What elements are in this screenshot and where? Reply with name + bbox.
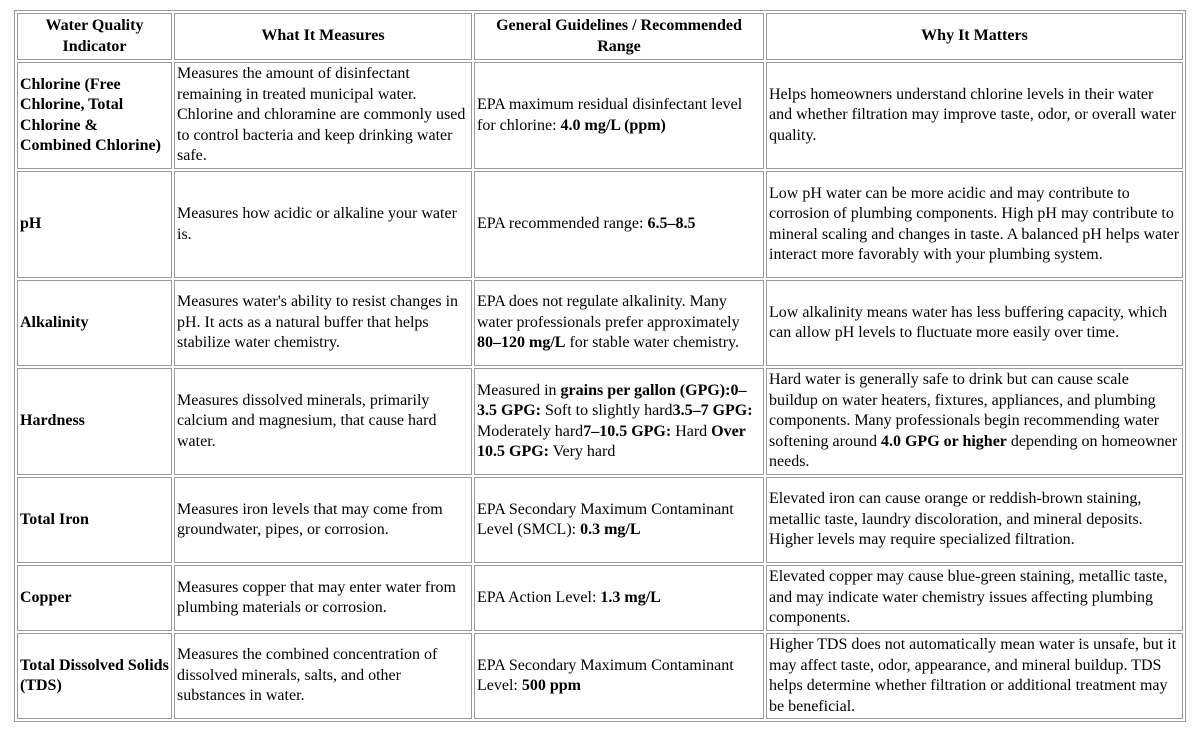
header-why: Why It Matters [766, 13, 1183, 60]
guideline-label-very-hard: Very hard [549, 443, 616, 460]
indicator-cell: Chlorine (Free Chlorine, Total Chlorine & Combined Chlorine) [17, 62, 172, 169]
why-highlight: 4.0 GPG or higher [880, 432, 1007, 450]
measures-cell: Measures how acidic or alkaline your water is. [174, 171, 472, 278]
guidelines-cell [474, 62, 764, 169]
indicator-cell: Alkalinity [17, 280, 172, 366]
indicator-cell: pH [17, 171, 172, 278]
table-row [17, 368, 1183, 475]
table-row [17, 565, 1183, 631]
indicator-cell: Copper [17, 565, 172, 631]
table-row [17, 171, 1183, 278]
header-row [17, 13, 1183, 60]
table-body [17, 62, 1183, 719]
guideline-value: 6.5–8.5 [647, 215, 696, 233]
guideline-text: EPA maximum residual disinfectant level for chlorine: [477, 96, 743, 134]
header-guidelines: General Guidelines / Recommended Range [474, 13, 764, 60]
measures-cell: Measures the amount of disinfectant remaining in treated municipal water. Chlorine and chloramine are commonly used to control bacteria and keep drinking water safe. [174, 62, 472, 169]
guideline-label-moderate: Moderately hard [477, 422, 584, 440]
why-cell: Higher TDS does not automatically mean water is unsafe, but it may affect taste, odor, appearance, and mineral buildup. TDS helps determine whether filtration or additional treatment may be beneficial. [766, 633, 1183, 719]
why-cell: Elevated copper may cause blue-green staining, metallic taste, and may indicate water chemistry issues affecting plumbing components. [766, 565, 1183, 631]
guideline-range-soft: 0–3.5 GPG: [477, 381, 747, 419]
table-header [17, 13, 1183, 60]
measures-cell: Measures copper that may enter water from plumbing materials or corrosion. [174, 565, 472, 631]
guideline-value: 4.0 mg/L (ppm) [560, 116, 666, 134]
guideline-range-moderate: 3.5–7 GPG: [672, 402, 753, 419]
why-cell: Low pH water can be more acidic and may contribute to corrosion of plumbing components. High pH may contribute to mineral scaling and changes in taste. A balanced pH helps water interact more favorably with your plumbing system. [766, 171, 1183, 278]
water-quality-table [14, 10, 1186, 722]
table-row [17, 633, 1183, 719]
guidelines-cell [474, 565, 764, 631]
measures-cell: Measures dissolved minerals, primarily calcium and magnesium, that cause hard water. [174, 368, 472, 475]
guideline-value: 500 ppm [521, 677, 581, 694]
guideline-text: EPA recommended range: [477, 215, 648, 233]
measures-cell: Measures the combined concentration of dissolved minerals, salts, and other substances in water. [174, 633, 472, 719]
guideline-tail: for stable water chemistry. [565, 334, 740, 352]
guideline-text: EPA Secondary Maximum Contaminant Level: [477, 656, 734, 694]
indicator-cell: Total Dissolved Solids (TDS) [17, 633, 172, 719]
guideline-text: Measured in [477, 381, 561, 399]
why-cell: Helps homeowners understand chlorine levels in their water and whether filtration may improve taste, odor, or overall water quality. [766, 62, 1183, 169]
measures-cell: Measures iron levels that may come from groundwater, pipes, or corrosion. [174, 477, 472, 563]
guideline-label-soft: Soft to slightly hard [541, 402, 673, 419]
guidelines-cell [474, 280, 764, 366]
guideline-text: EPA Action Level: [477, 588, 601, 606]
why-cell [766, 368, 1183, 475]
header-measures: What It Measures [174, 13, 472, 60]
guideline-text: EPA Secondary Maximum Contaminant Level (SMCL): [477, 500, 734, 538]
guideline-label-hard: Hard [671, 422, 712, 440]
guideline-range-very-hard: Over 10.5 GPG: [477, 422, 746, 460]
indicator-cell: Hardness [17, 368, 172, 475]
why-tail: depending on homeowner needs. [769, 432, 1178, 471]
guideline-range-hard: 7–10.5 GPG: [583, 422, 672, 440]
guideline-value: 1.3 mg/L [600, 588, 661, 606]
guideline-value: 0.3 mg/L [580, 521, 641, 538]
guidelines-cell [474, 477, 764, 563]
table-row [17, 62, 1183, 169]
guideline-unit: grains per gallon (GPG): [560, 381, 731, 399]
why-cell: Elevated iron can cause orange or reddish-brown staining, metallic taste, laundry discoloration, and mineral deposits. Higher levels may require specialized filtration. [766, 477, 1183, 563]
guideline-value: 80–120 mg/L [477, 334, 566, 352]
header-indicator: Water Quality Indicator [17, 13, 172, 60]
why-text: Hard water is generally safe to drink but can cause scale buildup on water heaters, fixtures, appliances, and plumbing components. Many professionals begin recommending water softening around [769, 371, 1160, 450]
table-row [17, 280, 1183, 366]
guidelines-cell [474, 633, 764, 719]
table-row [17, 477, 1183, 563]
why-cell: Low alkalinity means water has less buffering capacity, which can allow pH levels to fluctuate more easily over time. [766, 280, 1183, 366]
guidelines-cell [474, 171, 764, 278]
guidelines-cell [474, 368, 764, 475]
indicator-cell: Total Iron [17, 477, 172, 563]
measures-cell: Measures water's ability to resist changes in pH. It acts as a natural buffer that helps stabilize water chemistry. [174, 280, 472, 366]
guideline-text: EPA does not regulate alkalinity. Many water professionals prefer approximately [477, 293, 740, 331]
